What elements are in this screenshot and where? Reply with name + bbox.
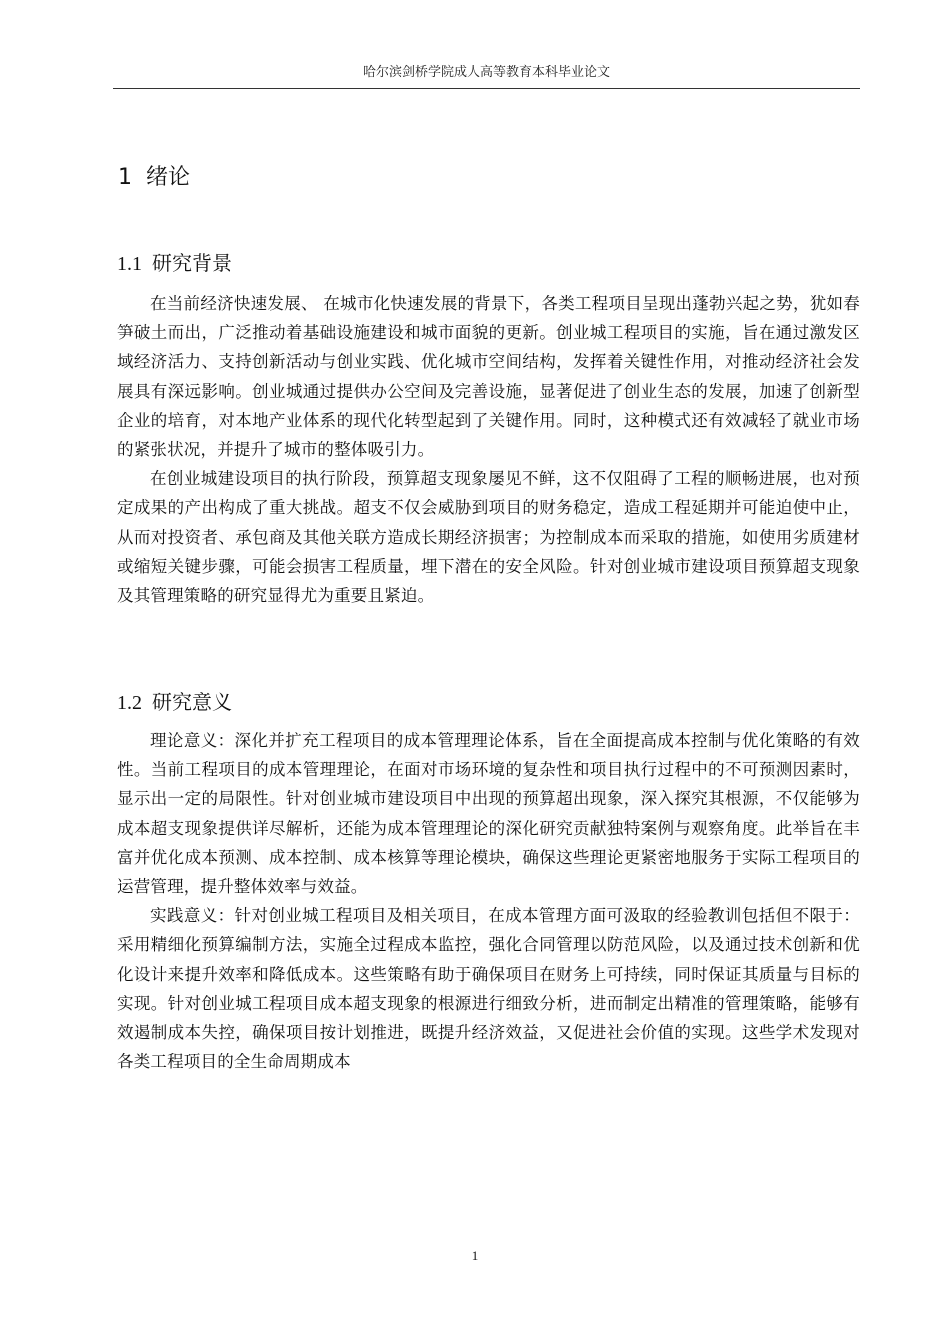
page-number: 1 bbox=[471, 1248, 479, 1263]
paragraph: 在创业城建设项目的执行阶段，预算超支现象屡见不鲜，这不仅阻碍了工程的顺畅进展，也对预定成果的产出构成了重大挑战。超支不仅会威胁到项目的财务稳定，造成工程延期并可能迫使中止，从而对投资者、承包商及其他关联方造成长期经济损害；为控制成本而采取的措施，如使用劣质建材或缩短关键步骤，可能会损害工程质量，埋下潜在的安全风险。针对创业城市建设项目预算超支现象及其管理策略的研究显得尤为重要且紧迫。 bbox=[117, 469, 860, 606]
section-heading-research-significance bbox=[117, 688, 232, 717]
paragraph: 理论意义：深化并扩充工程项目的成本管理理论体系，旨在全面提高成本控制与优化策略的有效性。当前工程项目的成本管理理论，在面对市场环境的复杂性和项目执行过程中的不可预测因素时，显示出一定的局限性。针对创业城市建设项目中出现的预算超出现象，深入探究其根源，不仅能够为成本超支现象提供详尽解析，还能为成本管理理论的深化研究贡献独特案例与观察角度。此举旨在丰富并优化成本预测、成本控制、成本核算等理论模块，确保这些理论更紧密地服务于实际工程项目的运营管理，提升整体效率与效益。 bbox=[117, 731, 860, 897]
section-title-text: 研究意义 bbox=[152, 690, 232, 714]
section-number: 1.1 bbox=[117, 253, 142, 275]
section-number: 1.2 bbox=[117, 692, 142, 714]
section-title-text: 研究背景 bbox=[152, 251, 232, 275]
chapter-title-text: 绪论 bbox=[146, 165, 191, 190]
paragraph: 实践意义：针对创业城工程项目及相关项目，在成本管理方面可汲取的经验教训包括但不限于：采用精细化预算编制方法，实施全过程成本监控，强化合同管理以防范风险，以及通过技术创新和优化设计来提升效率和降低成本。这些策略有助于确保项目在财务上可持续，同时保证其质量与目标的实现。针对创业城工程项目成本超支现象的根源进行细致分析，进而制定出精准的管理策略，能够有效遏制成本失控，确保项目按计划推进，既提升经济效益，又促进社会价值的实现。这些学术发现对各类工程项目的全生命周期成本 bbox=[117, 906, 860, 1072]
chapter-title bbox=[118, 163, 190, 193]
chapter-number: 1 bbox=[118, 165, 132, 190]
paragraph: 在当前经济快速发展、 在城市化快速发展的背景下，各类工程项目呈现出蓬勃兴起之势，犹如春笋破土而出，广泛推动着基础设施建设和城市面貌的更新。创业城工程项目的实施，旨在通过激发区域经济活力、支持创新活动与创业实践、优化城市空间结构，发挥着关键性作用，对推动经济社会发展具有深远影响。创业城通过提供办公空间及完善设施，显著促进了创业生态的发展，加速了创新型企业的培育，对本地产业体系的现代化转型起到了关键作用。同时，这种模式还有效减轻了就业市场的紧张状况，并提升了城市的整体吸引力。 bbox=[117, 294, 860, 460]
section-body-research-significance bbox=[117, 726, 860, 1076]
header-rule bbox=[113, 88, 860, 89]
page-header: 哈尔滨剑桥学院成人高等教育本科毕业论文 bbox=[362, 65, 610, 80]
section-body-research-background bbox=[117, 289, 860, 610]
section-heading-research-background bbox=[117, 249, 232, 278]
